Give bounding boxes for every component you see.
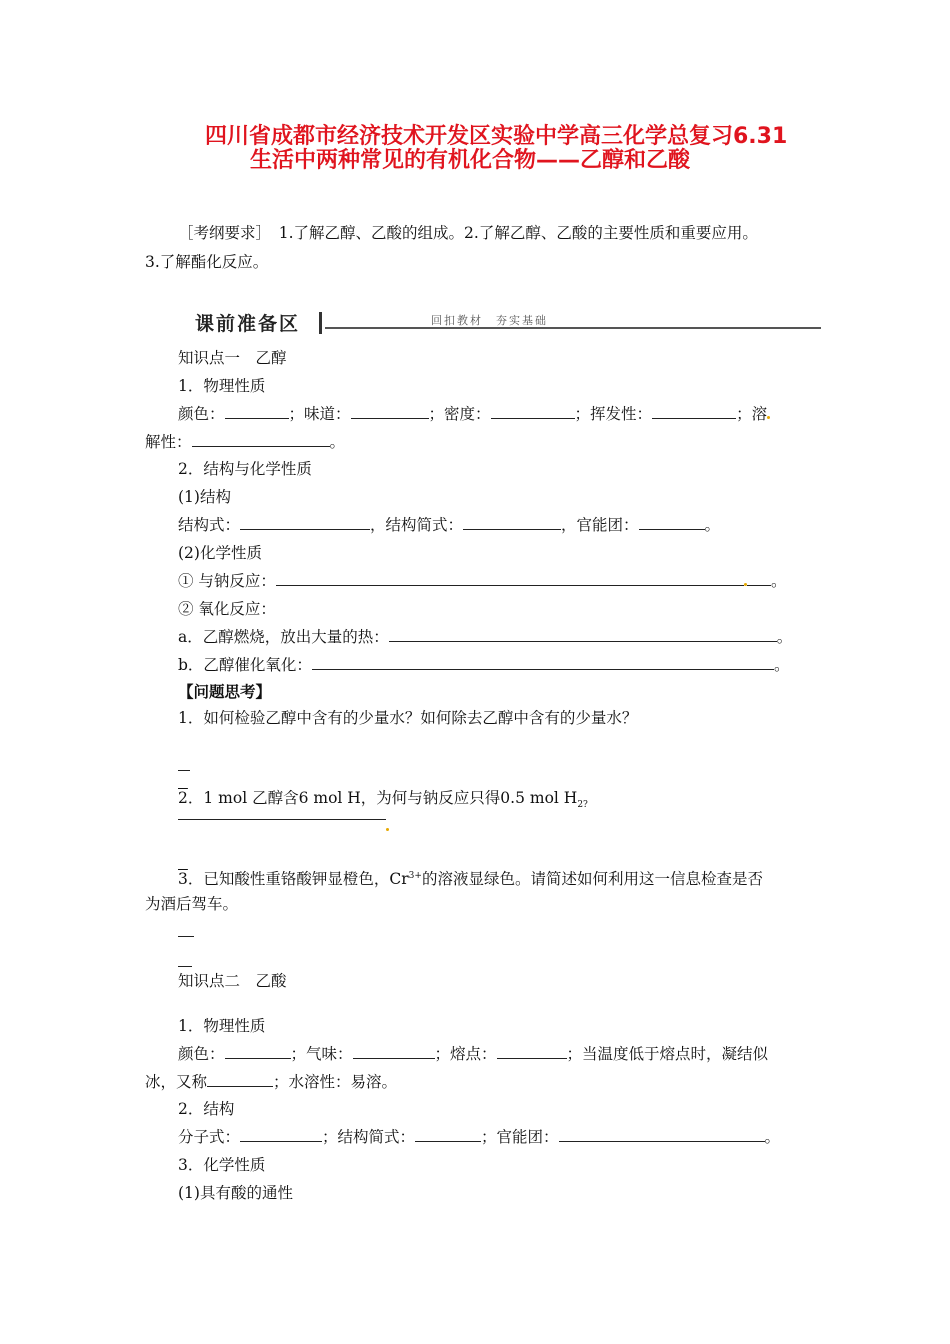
period: 。 <box>329 433 346 451</box>
section1-heading: 知识点一 乙醇 <box>178 349 287 367</box>
mark-dot <box>386 816 389 835</box>
label-solubility-start: ；溶 <box>736 405 768 423</box>
blank-functional-group <box>639 515 705 530</box>
label-taste: ；味道： <box>288 405 351 423</box>
blank-density <box>491 404 575 419</box>
mark-dot <box>767 416 770 419</box>
question-3 <box>178 866 763 889</box>
label-density: ；密度： <box>428 405 491 423</box>
question-2-number: 2 <box>178 789 188 807</box>
section1-item1: 1．物理性质 <box>178 377 266 395</box>
structure-heading: (1)结构 <box>178 488 231 506</box>
react-catalytic-line <box>178 655 789 675</box>
answer-mark <box>178 936 194 937</box>
react-sodium-line <box>178 571 786 591</box>
question-3-line2: 为酒后驾车。 <box>145 895 239 913</box>
label-simple-formula: ；结构简式： <box>322 1128 416 1146</box>
acid-property: (1)具有酸的通性 <box>178 1184 293 1202</box>
blank-simple-formula <box>415 1127 481 1142</box>
react-combustion-line <box>178 627 792 647</box>
section2-item1: 1．物理性质 <box>178 1017 266 1035</box>
label-smell: ；气味： <box>290 1045 353 1063</box>
label-functional-group: ，官能团： <box>561 516 639 534</box>
blank-catalytic-oxidation <box>312 655 774 670</box>
blank-smell <box>353 1044 435 1059</box>
melting-note: ；当温度低于熔点时，凝结似 <box>566 1045 769 1063</box>
blank-solubility <box>192 432 330 447</box>
react-oxidation-line: ② 氧化反应： <box>178 600 276 618</box>
period: 。 <box>704 516 721 534</box>
blank-molecular-formula <box>240 1127 322 1142</box>
label-react-sodium: ① 与钠反应： <box>178 572 276 590</box>
answer-mark <box>178 966 192 967</box>
section2-heading: 知识点二 乙酸 <box>178 972 287 990</box>
chem-heading: (2)化学性质 <box>178 544 262 562</box>
label-simple-formula: ，结构简式： <box>370 516 464 534</box>
blank-structural-formula <box>240 515 370 530</box>
requirements-line2: 3.了解酯化反应。 <box>145 253 269 271</box>
blank-react-sodium-end <box>747 571 771 586</box>
structure-line <box>178 515 720 535</box>
label-glacial: 冰，又称 <box>145 1073 208 1091</box>
blank-functional-group <box>559 1127 765 1142</box>
requirements-line1: ［考纲要求］ 1.了解乙醇、乙酸的组成。2.了解乙醇、乙酸的主要性质和重要应用。 <box>178 224 758 242</box>
blank-taste <box>351 404 429 419</box>
period: 。 <box>773 656 790 674</box>
label-solubility: 解性： <box>145 433 192 451</box>
period: 。 <box>770 572 787 590</box>
section-banner <box>195 306 821 336</box>
label-color: 颜色： <box>178 1045 225 1063</box>
blank-color <box>225 1044 291 1059</box>
section2-item3: 3．化学性质 <box>178 1156 266 1174</box>
section1-item2: 2．结构与化学性质 <box>178 460 312 478</box>
blank-simple-formula <box>463 515 561 530</box>
section2-item2: 2．结构 <box>178 1100 235 1118</box>
question-3-superscript: 3+ <box>408 871 422 881</box>
label-color: 颜色： <box>178 405 225 423</box>
question-2 <box>178 788 588 815</box>
blank-combustion <box>389 627 777 642</box>
banner-rule <box>325 327 821 329</box>
question-3-text-a: ．已知酸性重铬酸钾显橙色，Cr <box>187 870 409 889</box>
banner-subtitle: 回扣教材 夯实基础 <box>431 314 548 327</box>
blank-glacial <box>207 1072 273 1087</box>
period: 。 <box>776 628 793 646</box>
ethanol-solubility-line <box>145 432 345 452</box>
blank-melting-point <box>497 1044 567 1059</box>
question-3-number: 3 <box>178 870 188 889</box>
blank-color <box>225 404 289 419</box>
label-structural-formula: 结构式： <box>178 516 241 534</box>
banner-divider <box>319 312 322 334</box>
blank-volatility <box>652 404 736 419</box>
answer-mark <box>178 770 190 771</box>
question-2-subscript: 2? <box>577 800 588 811</box>
label-molecular-formula: 分子式： <box>178 1128 241 1146</box>
blank-react-sodium <box>276 571 744 586</box>
question-2-text: ．1 mol 乙醇含6 mol H，为何与钠反应只得0.5 mol H <box>187 789 578 807</box>
label-functional-group: ；官能团： <box>481 1128 559 1146</box>
ethanol-physical-line <box>178 404 770 424</box>
acetic-physical-line <box>178 1044 768 1064</box>
question-3-text-b: 的溶液显绿色。请简述如何利用这一信息检查是否 <box>421 870 763 889</box>
label-melting-point: ；熔点： <box>434 1045 497 1063</box>
answer-line-q2 <box>178 819 386 820</box>
document-title-line1: 四川省成都市经济技术开发区实验中学高三化学总复习6.31 <box>205 124 788 149</box>
acetic-structure-line <box>178 1127 780 1147</box>
label-combustion: a．乙醇燃烧，放出大量的热： <box>178 628 389 646</box>
document-title-line2: 生活中两种常见的有机化合物——乙醇和乙酸 <box>250 148 691 173</box>
water-solubility: ；水溶性：易溶。 <box>273 1073 398 1091</box>
period: 。 <box>764 1128 781 1146</box>
banner-label: 课前准备区 <box>195 313 301 335</box>
questions-heading: 【问题思考】 <box>178 682 272 701</box>
label-volatility: ；挥发性： <box>574 405 653 423</box>
label-catalytic-oxidation: b．乙醇催化氧化： <box>178 656 312 674</box>
acetic-ice-line <box>145 1072 397 1092</box>
question-1: 1．如何检验乙醇中含有的少量水？如何除去乙醇中含有的少量水？ <box>178 709 638 727</box>
